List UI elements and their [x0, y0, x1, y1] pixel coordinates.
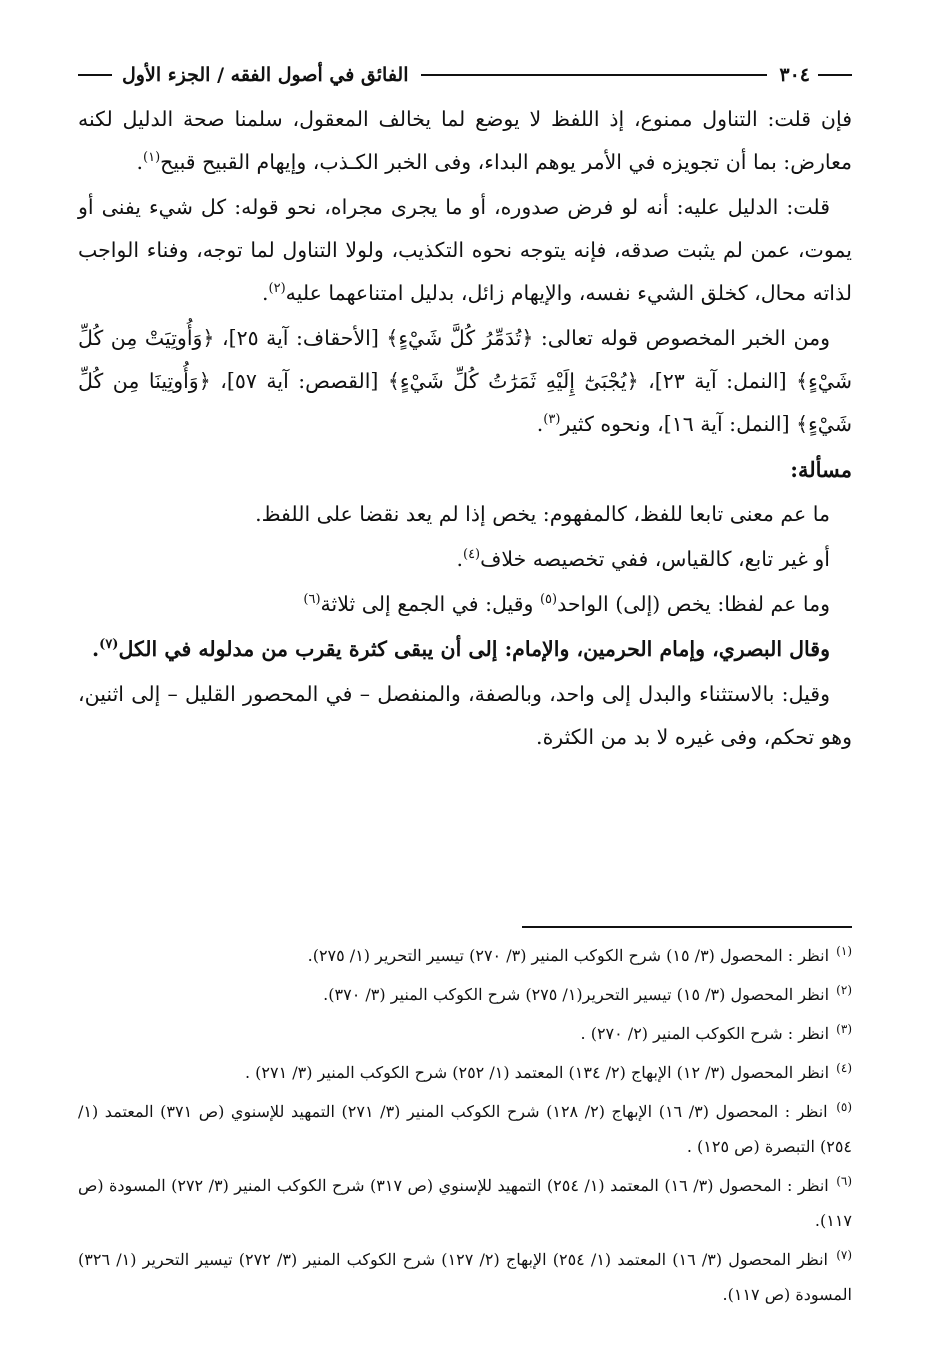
footnote-5	[78, 1094, 852, 1164]
footnote-2	[78, 977, 852, 1012]
footnote-ref-4: (٤)	[462, 547, 481, 563]
footnote-text: انظر المحصول (٣/ ١٢) الإبهاج (٢/ ١٣٤) المعتمد (١/ ٢٥٢) شرح الكوكب المنير (٣/ ٢٧١) .	[244, 1063, 830, 1082]
footnote-1	[78, 938, 852, 973]
footnote-ref-5: (٥)	[539, 592, 558, 608]
footnote-number: (٥)	[836, 1099, 853, 1114]
section-heading: مسألة:	[790, 457, 852, 482]
paragraph-4: ما عم معنى تابعا للفظ، كالمفهوم: يخص إذا لم يعد نقضا على اللفظ.	[255, 502, 830, 526]
paragraph-5: أو غير تابع، كالقياس، ففي تخصيصه خلاف$^{(٤)}$.	[456, 547, 830, 571]
footnote-separator	[522, 926, 852, 928]
footnote-number: (١)	[836, 943, 852, 958]
footnote-text: انظر المحصول (٣/ ١٥) تيسير التحرير(١/ ٢٧٥) شرح الكوكب المنير (٣/ ٣٧٠).	[323, 985, 830, 1004]
footnote-number: (٧)	[836, 1247, 853, 1262]
main-text	[78, 98, 852, 759]
paragraph-3-text: ومن الخبر المخصوص قوله تعالى: ﴿تُدَمِّرُ كُلَّ شَيْءٍ﴾ [الأحقاف: آية ٢٥]، ﴿وَأُوتِيَتْ مِن كُلِّ شَيْءٍ﴾ [النمل: آية ٢٣]، ﴿يُجْبَىٰٓ إِلَيْهِ ثَمَرَٰتُ كُلِّ شَيْءٍ﴾ [القصص: آية ٥٧]، ﴿وَأُوتِينَا مِن كُلِّ شَيْءٍ﴾ [النمل: آية ١٦]، ونحوه كثير	[78, 326, 853, 436]
footnote-number: (٦)	[836, 1173, 853, 1188]
paragraph-1: فإن قلت: التناول ممنوع، إذ اللفظ لا يوضع لما يخالف المعقول، سلمنا صحة الدليل لكنه معارض: بما أن تجويزه في الأمر يوهم البداء، وفى الخبر الكـذب، وإيهام القبيح قبيح$^{(١)}$.	[78, 107, 852, 174]
paragraph-6	[78, 583, 852, 626]
paragraph-2: قلت: الدليل عليه: أنه لو فرض صدوره، أو ما يجرى مجراه، نحو قوله: كل شيء يفنى أو يموت، عمن لم يثبت صدقه، فإنه يتوجه نحوه التكذيب، ولولا التناول لما توجه، وفناء الواجب لذاته محال، كخلق الشيء نفسه، والإيهام زائل، بدليل امتناعهما عليه$^{(٢)}$.	[78, 195, 852, 305]
paragraph-8: وقيل: بالاستثناء والبدل إلى واحد، وبالصفة، والمنفصل – في المحصور القليل – إلى اثنين، وهو تحكم، وفى غيره لا بد من الكثرة.	[78, 682, 852, 749]
page-number: ٣٠٤	[779, 64, 810, 86]
paragraph-5-text: أو غير تابع، كالقياس، ففي تخصيصه خلاف	[480, 547, 830, 571]
footnote-ref-6: (٦)	[303, 592, 321, 608]
footnote-number: (٢)	[836, 982, 852, 997]
footnote-ref-2: (٢)	[268, 281, 286, 297]
paragraph-2-text: قلت: الدليل عليه: أنه لو فرض صدوره، أو ما يجرى مجراه، نحو قوله: كل شيء يفنى أو يموت، عمن لم يثبت صدقه، فإنه يتوجه نحوه التكذيب، ولولا التناول لما توجه، وفناء الواجب لذاته محال، كخلق الشيء نفسه، والإيهام زائل، بدليل امتناعهما عليه	[78, 195, 852, 305]
paragraph-3: ومن الخبر المخصوص قوله تعالى: ﴿تُدَمِّرُ كُلَّ شَيْءٍ﴾ [الأحقاف: آية ٢٥]، ﴿وَأُوتِيَتْ مِن كُلِّ شَيْءٍ﴾ [النمل: آية ٢٣]، ﴿يُجْبَىٰٓ إِلَيْهِ ثَمَرَٰتُ كُلِّ شَيْءٍ﴾ [القصص: آية ٥٧]، ﴿وَأُوتِينَا مِن كُلِّ شَيْءٍ﴾ [النمل: آية ١٦]، ونحوه كثير$^{(٣)}$.	[78, 326, 853, 436]
header-dash-left	[78, 74, 112, 76]
footnote-text: انظر : المحصول (٣/ ١٦) المعتمد (١/ ٢٥٤) التمهيد للإسنوي (ص ٣١٧) شرح الكوكب المنير (٣/ ٢٧٢) المسودة (ص ١١٧).	[78, 1176, 852, 1230]
footnote-text: انظر : المحصول (٣/ ١٥) شرح الكوكب المنير (٣/ ٢٧٠) تيسير التحرير (١/ ٢٧٥).	[307, 946, 830, 965]
footnote-number: (٣)	[836, 1021, 852, 1036]
book-page	[78, 58, 852, 1348]
book-title: الفائق في أصول الفقه / الجزء الأول	[122, 64, 409, 86]
paragraph-6-text-a: وما عم لفظا: يخص (إلى) الواحد	[557, 592, 830, 616]
page-number-group	[779, 64, 852, 86]
footnote-text: انظر : المحصول (٣/ ١٦) الإبهاج (٢/ ١٢٨) شرح الكوكب المنير (٣/ ٢٧١) التمهيد للإسنوي (ص ٣٧١) المعتمد (١/ ٢٥٤) التبصرة (ص ١٢٥) .	[78, 1102, 852, 1156]
footnote-ref-7: (٧)	[99, 637, 119, 653]
paragraph-1-text: فإن قلت: التناول ممنوع، إذ اللفظ لا يوضع لما يخالف المعقول، سلمنا صحة الدليل لكنه معارض: بما أن تجويزه في الأمر يوهم البداء، وفى الخبر الكـذب، وإيهام القبيح قبيح	[78, 107, 852, 174]
footnote-text: انظر المحصول (٣/ ١٦) المعتمد (١/ ٢٥٤) الإبهاج (٢/ ١٢٧) شرح الكوكب المنير (٣/ ٢٧٢) تيسير التحرير (١/ ٣٢٦) المسودة (ص ١١٧).	[78, 1250, 852, 1304]
running-header	[78, 58, 852, 92]
footnote-6	[78, 1168, 852, 1238]
footnote-7	[78, 1242, 852, 1312]
footnote-number: (٤)	[836, 1060, 852, 1075]
footnote-ref-3: (٣)	[543, 412, 561, 428]
footnote-3	[78, 1016, 852, 1051]
footnote-4	[78, 1055, 852, 1090]
paragraph-7-text: وقال البصري، وإمام الحرمين، والإمام: إلى أن يبقى كثرة يقرب من مدلوله في الكل	[118, 637, 830, 661]
header-title-group	[78, 64, 409, 86]
footnotes	[78, 938, 852, 1316]
footnote-ref-1: (١)	[143, 150, 161, 166]
header-rule	[421, 74, 768, 76]
paragraph-6-text-b: وقيل: في الجمع إلى ثلاثة	[320, 592, 534, 616]
header-dash-right	[818, 74, 852, 76]
footnote-text: انظر : شرح الكوكب المنير (٢/ ٢٧٠) .	[580, 1024, 830, 1043]
paragraph-7: وقال البصري، وإمام الحرمين، والإمام: إلى أن يبقى كثرة يقرب من مدلوله في الكل$^{(٧)}$.	[92, 637, 830, 661]
